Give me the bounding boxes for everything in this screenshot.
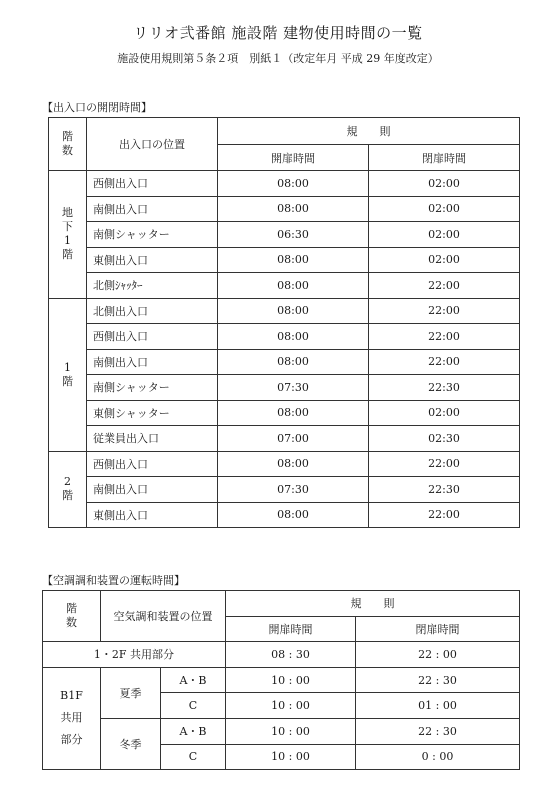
b1f-floor-line: B1F [60, 689, 83, 703]
open-time: 07:00 [218, 426, 369, 452]
table-row [49, 298, 520, 324]
table-row [49, 375, 520, 401]
header-rule: 規 則 [218, 118, 520, 145]
floor-label: 1階 [62, 360, 73, 388]
close-time: 02:00 [369, 400, 520, 426]
table-row [49, 400, 520, 426]
table-row [49, 451, 520, 477]
close-time: 02:30 [369, 426, 520, 452]
zone-label: A・B [161, 667, 226, 693]
open-time: 08:00 [218, 451, 369, 477]
document-title: リリオ弐番館 施設階 建物使用時間の一覧 [133, 24, 423, 42]
close-time: 22:00 [369, 349, 520, 375]
open-time: 08:00 [218, 324, 369, 350]
entrance-location: 東側出入口 [87, 247, 218, 273]
entrance-location: 西側出入口 [87, 171, 218, 197]
aircon-header-location: 空気調和装置の位置 [101, 591, 226, 642]
entrance-location: 北側ｼｬｯﾀｰ [87, 273, 218, 299]
open-time: 08:00 [218, 247, 369, 273]
zone-label: A・B [161, 718, 226, 744]
open-time: 08:00 [218, 273, 369, 299]
close-time: 22:00 [369, 273, 520, 299]
entrance-hours-table [48, 117, 520, 528]
close-time: 02:00 [369, 247, 520, 273]
entrance-location: 従業員出入口 [87, 426, 218, 452]
shared-open-time: 08 : 30 [226, 642, 356, 668]
header-floor: 階数 [49, 118, 87, 171]
open-time: 08:00 [218, 298, 369, 324]
table-row [49, 324, 520, 350]
zone-label: C [161, 744, 226, 770]
table-row [49, 171, 520, 197]
close-time: 22:00 [369, 451, 520, 477]
aircon-header-floor: 階数 [43, 591, 101, 642]
close-time: 02:00 [369, 222, 520, 248]
b1f-floor-line: 部分 [60, 733, 83, 747]
open-time: 08:00 [218, 400, 369, 426]
header-location: 出入口の位置 [87, 118, 218, 171]
document-subtitle: 施設使用規則第５条２項 別紙１（改定年月 平成 29 年度改定） [117, 52, 439, 65]
open-time: 08:00 [218, 502, 369, 528]
open-time: 10 : 00 [226, 718, 356, 744]
table-row [49, 477, 520, 503]
close-time: 01 : 00 [356, 693, 520, 719]
close-time: 22:00 [369, 324, 520, 350]
close-time: 0 : 00 [356, 744, 520, 770]
table-row [49, 502, 520, 528]
close-time: 22 : 30 [356, 667, 520, 693]
close-time: 22 : 30 [356, 718, 520, 744]
close-time: 02:00 [369, 196, 520, 222]
aircon-header-open: 開扉時間 [226, 616, 356, 642]
floor-cell [49, 298, 87, 451]
entrance-location: 南側シャッター [87, 222, 218, 248]
floor-cell [49, 171, 87, 299]
b1f-floor-line: 共用 [60, 711, 83, 725]
entrance-location: 南側出入口 [87, 196, 218, 222]
table-row [49, 222, 520, 248]
open-time: 07:30 [218, 477, 369, 503]
aircon-hours-table [42, 590, 520, 770]
aircon-header-close: 閉扉時間 [356, 616, 520, 642]
table-row [43, 718, 520, 744]
aircon-header-rule: 規 則 [226, 591, 520, 617]
open-time: 06:30 [218, 222, 369, 248]
floor-label: 地下1階 [62, 206, 73, 262]
open-time: 07:30 [218, 375, 369, 401]
b1f-floor-cell [43, 667, 101, 769]
header-close: 閉扉時間 [369, 145, 520, 171]
open-time: 08:00 [218, 196, 369, 222]
close-time: 22:30 [369, 477, 520, 503]
open-time: 10 : 00 [226, 667, 356, 693]
table-row [49, 426, 520, 452]
table-row [49, 196, 520, 222]
zone-label: C [161, 693, 226, 719]
table-row [43, 667, 520, 693]
entrance-location: 西側出入口 [87, 324, 218, 350]
entrance-section-label: 【出入口の開閉時間】 [42, 101, 152, 114]
open-time: 10 : 00 [226, 693, 356, 719]
close-time: 22:00 [369, 502, 520, 528]
table-row [43, 642, 520, 668]
header-open: 開扉時間 [218, 145, 369, 171]
entrance-location: 東側出入口 [87, 502, 218, 528]
entrance-location: 南側シャッター [87, 375, 218, 401]
open-time: 08:00 [218, 171, 369, 197]
entrance-location: 南側出入口 [87, 349, 218, 375]
floor-label: 2階 [62, 475, 73, 503]
shared-area-label: 1・2F 共用部分 [43, 642, 226, 668]
close-time: 22:00 [369, 298, 520, 324]
entrance-location: 東側シャッター [87, 400, 218, 426]
floor-cell [49, 451, 87, 528]
entrance-location: 北側出入口 [87, 298, 218, 324]
entrance-location: 西側出入口 [87, 451, 218, 477]
open-time: 08:00 [218, 349, 369, 375]
table-row [49, 273, 520, 299]
table-row [49, 247, 520, 273]
summer-label: 夏季 [101, 667, 161, 718]
open-time: 10 : 00 [226, 744, 356, 770]
aircon-section-label: 【空調調和装置の運転時間】 [42, 574, 185, 587]
table-row [49, 349, 520, 375]
entrance-location: 南側出入口 [87, 477, 218, 503]
close-time: 02:00 [369, 171, 520, 197]
shared-close-time: 22 : 00 [356, 642, 520, 668]
winter-label: 冬季 [101, 718, 161, 769]
close-time: 22:30 [369, 375, 520, 401]
